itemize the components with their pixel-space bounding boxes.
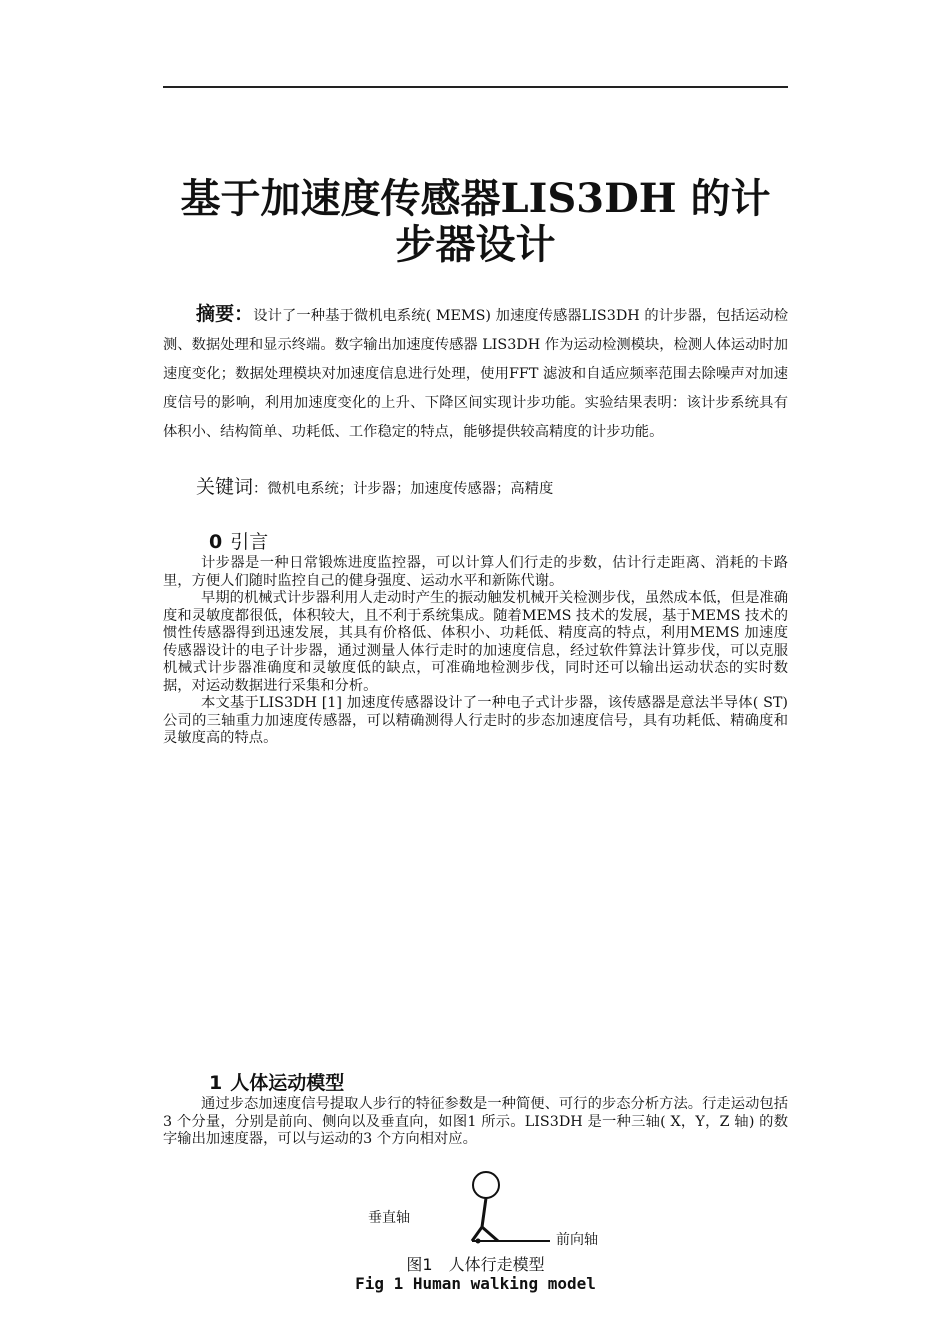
paragraph: 早期的机械式计步器利用人走动时产生的振动触发机械开关检测步伐，虽然成本低，但是准确度和灵敏度都很低，体积较大，且不利于系统集成。随着MEMS 技术的发展，基于MEMS 技术的惯性传感器得到迅速发展，其具有价格低、体积小、功耗低、精度高的特点，利用MEMS 加速度传感器设计的电子计步器，通过测量人体行走时的加速度信息，经过软件算法计算步伐，可以克服机械式计步器准确度和灵敏度低的缺点，可准确地检测步伐，同时还可以输出运动状态的实时数据，对运动数据进行采集和分析。	[163, 590, 788, 694]
section-number: 1	[209, 1072, 223, 1094]
paper-title	[163, 176, 788, 268]
figure-caption-cn: 图1 人体行走模型	[406, 1255, 545, 1274]
section-heading-1	[209, 1068, 344, 1095]
keywords-label: 关键词	[196, 476, 254, 498]
abstract-label: 摘要：	[196, 303, 254, 325]
vertical-axis-label: 垂直轴	[368, 1210, 410, 1226]
forward-axis-label: 前向轴	[556, 1232, 598, 1248]
figure-caption-en: Fig 1 Human walking model	[355, 1274, 596, 1293]
keywords	[196, 473, 788, 504]
keywords-sep: ：	[253, 481, 268, 497]
section-title: 人体运动模型	[230, 1072, 345, 1094]
paragraph: 本文基于LIS3DH [1] 加速度传感器设计了一种电子式计步器，该传感器是意法半导体( ST) 公司的三轴重力加速度传感器，可以精确测得人行走时的步态加速度信号，具有功耗低、精确度和灵敏度高的特点。	[163, 695, 788, 746]
section-heading-0	[209, 527, 268, 554]
section-title: 引言	[230, 531, 269, 553]
header-rule	[163, 86, 788, 88]
section-number: 0	[209, 531, 223, 553]
human-walking-figure	[360, 1165, 620, 1248]
paragraph: 通过步态加速度信号提取人步行的特征参数是一种简便、可行的步态分析方法。行走运动包括3 个分量，分别是前向、侧向以及垂直向，如图1 所示。LIS3DH 是一种三轴( X，Y，Z 轴) 的数字输出加速度器，可以与运动的3 个方向相对应。	[163, 1096, 788, 1147]
keywords-text: 微机电系统；计步器；加速度传感器；高精度	[267, 481, 554, 497]
title-text: 基于加速度传感器LIS3DH 的计步器设计	[180, 175, 771, 268]
abstract-text: 设计了一种基于微机电系统( MEMS) 加速度传感器LIS3DH 的计步器，包括运动检测、数据处理和显示终端。数字输出加速度传感器 LIS3DH 作为运动检测模块，检测人体运动时加速度变化；数据处理模块对加速度信息进行处理，使用FFT 滤波和自适应频率范围去除噪声对加速度信号的影响，利用加速度变化的上升、下降区间实现计步功能。实验结果表明：该计步系统具有体积小、结构简单、功耗低、工作稳定的特点，能够提供较高精度的计步功能。	[163, 308, 788, 440]
section-body-0	[163, 555, 788, 748]
paragraph: 计步器是一种日常锻炼进度监控器，可以计算人们行走的步数，估计行走距离、消耗的卡路里，方便人们随时监控自己的健身强度、运动水平和新陈代谢。	[163, 555, 788, 589]
section-body-1	[163, 1096, 788, 1149]
abstract	[163, 300, 788, 447]
